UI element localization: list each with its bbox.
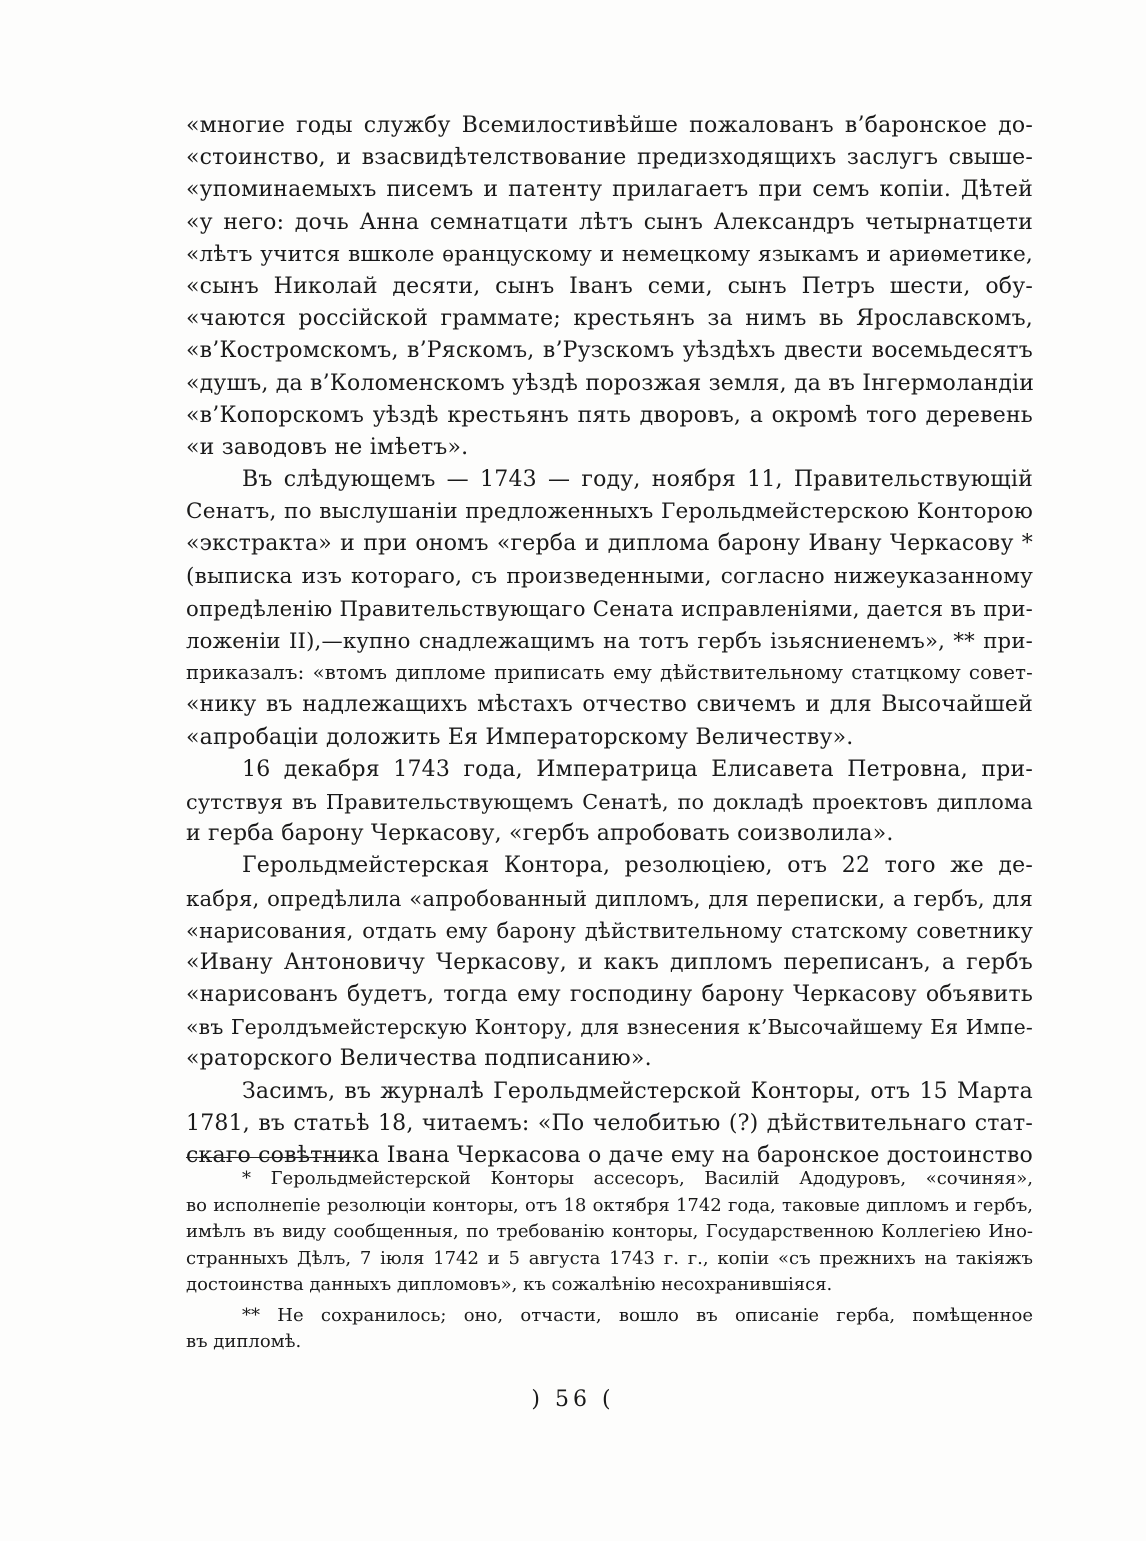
text-line: 1781, въ статьѣ 18, читаемъ: «По челобитью (?) дѣйствительнаго стат- [186, 1110, 1033, 1136]
text-line: «экстракта» и при ономъ «герба и диплома барону Ивану Черкасову * [186, 531, 1033, 557]
text-line: «нарисования, отдать ему барону дѣйствительному статскому советнику [186, 917, 1033, 943]
footnote-line: ** Не сохранилось; оно, отчасти, вошло въ описаніе герба, помѣщенное [242, 1304, 1033, 1326]
text-line: «нарисованъ будетъ, тогда ему господину барону Черкасову объявить [186, 982, 1033, 1008]
text-line: «апробаціи доложить Ея Императорскому Величеству». [186, 724, 854, 750]
text-line: кабря, опредѣлила «апробованный дипломъ, для переписки, а гербъ, для [186, 885, 1033, 911]
paragraph-start: Засимъ, въ журналѣ Герольдмейстерской Конторы, отъ 15 Марта [242, 1078, 1033, 1104]
text-line: (выписка изъ котораго, съ произведенными, согласно нижеуказанному [186, 563, 1033, 589]
footnote-divider [186, 1157, 354, 1158]
text-line: «у него: дочь Анна семнатцати лѣтъ сынъ Александръ четырнатцети [186, 209, 1033, 235]
main-text [186, 110, 1033, 1172]
text-line: «многие годы службу Всемилостивѣйше пожалованъ в’баронское до- [186, 113, 1033, 138]
text-line: приказалъ: «втомъ дипломе приписать ему дѣйствительному статцкому совет- [186, 661, 1033, 685]
text-line: Сенатъ, по выслушаніи предложенныхъ Герольдмейстерскою Конторою [186, 499, 1033, 525]
text-line: «лѣтъ учится вшколе ѳранцускому и немецкому языкамъ и ариѳметике, [186, 241, 1033, 267]
text-line: опредѣленію Правительствующаго Сената исправленіями, дается въ при- [186, 595, 1033, 621]
paragraph-start: Герольдмейстерская Контора, резолюціею, отъ 22 того же де- [242, 853, 1033, 879]
text-line: «чаются россійской граммате; крестьянъ за нимъ вь Ярославскомъ, [186, 306, 1033, 332]
footnotes [186, 1166, 1033, 1356]
text-line: «в’Копорскомъ уѣздѣ крестьянъ пять дворовъ, а окромѣ того деревень [186, 402, 1033, 428]
footnote-line: во исполнепіе резолюціи конторы, отъ 18 октября 1742 года, таковые дипломъ и гербъ, [186, 1194, 1033, 1216]
paragraph-start: 16 декабря 1743 года, Императрица Елисавета Петровна, при- [242, 756, 1033, 782]
footnote-line: * Герольдмейстерской Конторы ассесоръ, Василій Адодуровъ, «сочиняя», [242, 1168, 1033, 1189]
footnote-line: странныхъ Дѣлъ, 7 іюля 1742 и 5 августа 1743 г. г., копіи «съ прежнихъ на такіяжъ [186, 1247, 1033, 1269]
text-line: «душъ, да в’Коломенскомъ уѣздѣ порозжая земля, да въ Інгермоландіи [186, 370, 1035, 396]
text-line: «и заводовъ не імѣетъ». [186, 434, 469, 460]
paragraph-start: Въ слѣдующемъ — 1743 — году, ноября 11, Правительствующій [242, 467, 1033, 493]
page-number: ) 56 ( [531, 1387, 615, 1412]
text-line: сутствуя въ Правительствующемъ Сенатѣ, по докладѣ проектовъ диплома [186, 789, 1033, 814]
text-line: «стоинство, и взасвидѣтелствование предизходящихъ заслугъ свыше- [186, 145, 1033, 171]
footnote-line: имѣлъ въ виду сообщенныя, по требованію конторы, Государственною Коллегіею Ино- [186, 1221, 1033, 1242]
text-line: скаго совѣтника Івана Черкасова о даче ему на баронское достоинство [186, 1143, 1033, 1168]
footnote-line: въ дипломѣ. [186, 1331, 302, 1352]
text-line: «Ивану Антоновичу Черкасову, и какъ дипломъ переписанъ, а гербъ [186, 949, 1033, 975]
text-line: ложеніи II),—купно снадлежащимъ на тотъ гербъ ізьясниенемъ», ** при- [186, 628, 1033, 653]
text-line: «сынъ Николай десяти, сынъ Іванъ семи, сынъ Петръ шести, обу- [186, 273, 1033, 299]
text-line: «нику въ надлежащихъ мѣстахъ отчество свичемъ и для Высочайшей [186, 692, 1033, 718]
text-line: и герба барону Черкасову, «гербъ апробовать соизволила». [186, 821, 894, 847]
text-line: «в’Костромскомъ, в’Ряскомъ, в’Рузскомъ уѣздѣхъ двести восемьдесятъ [186, 338, 1033, 364]
text-line: «раторского Величества подписанию». [186, 1046, 652, 1072]
footnote-line: достоинства данныхъ дипломовъ», къ сожалѣнію несохранившіяся. [186, 1274, 833, 1295]
text-line: «въ Геролдъмейстерскую Контору, для взнесения к’Высочайшему Ея Импе- [186, 1015, 1033, 1040]
text-line: «упоминаемыхъ писемъ и патенту прилагаетъ при семъ копіи. Дѣтей [186, 177, 1033, 203]
